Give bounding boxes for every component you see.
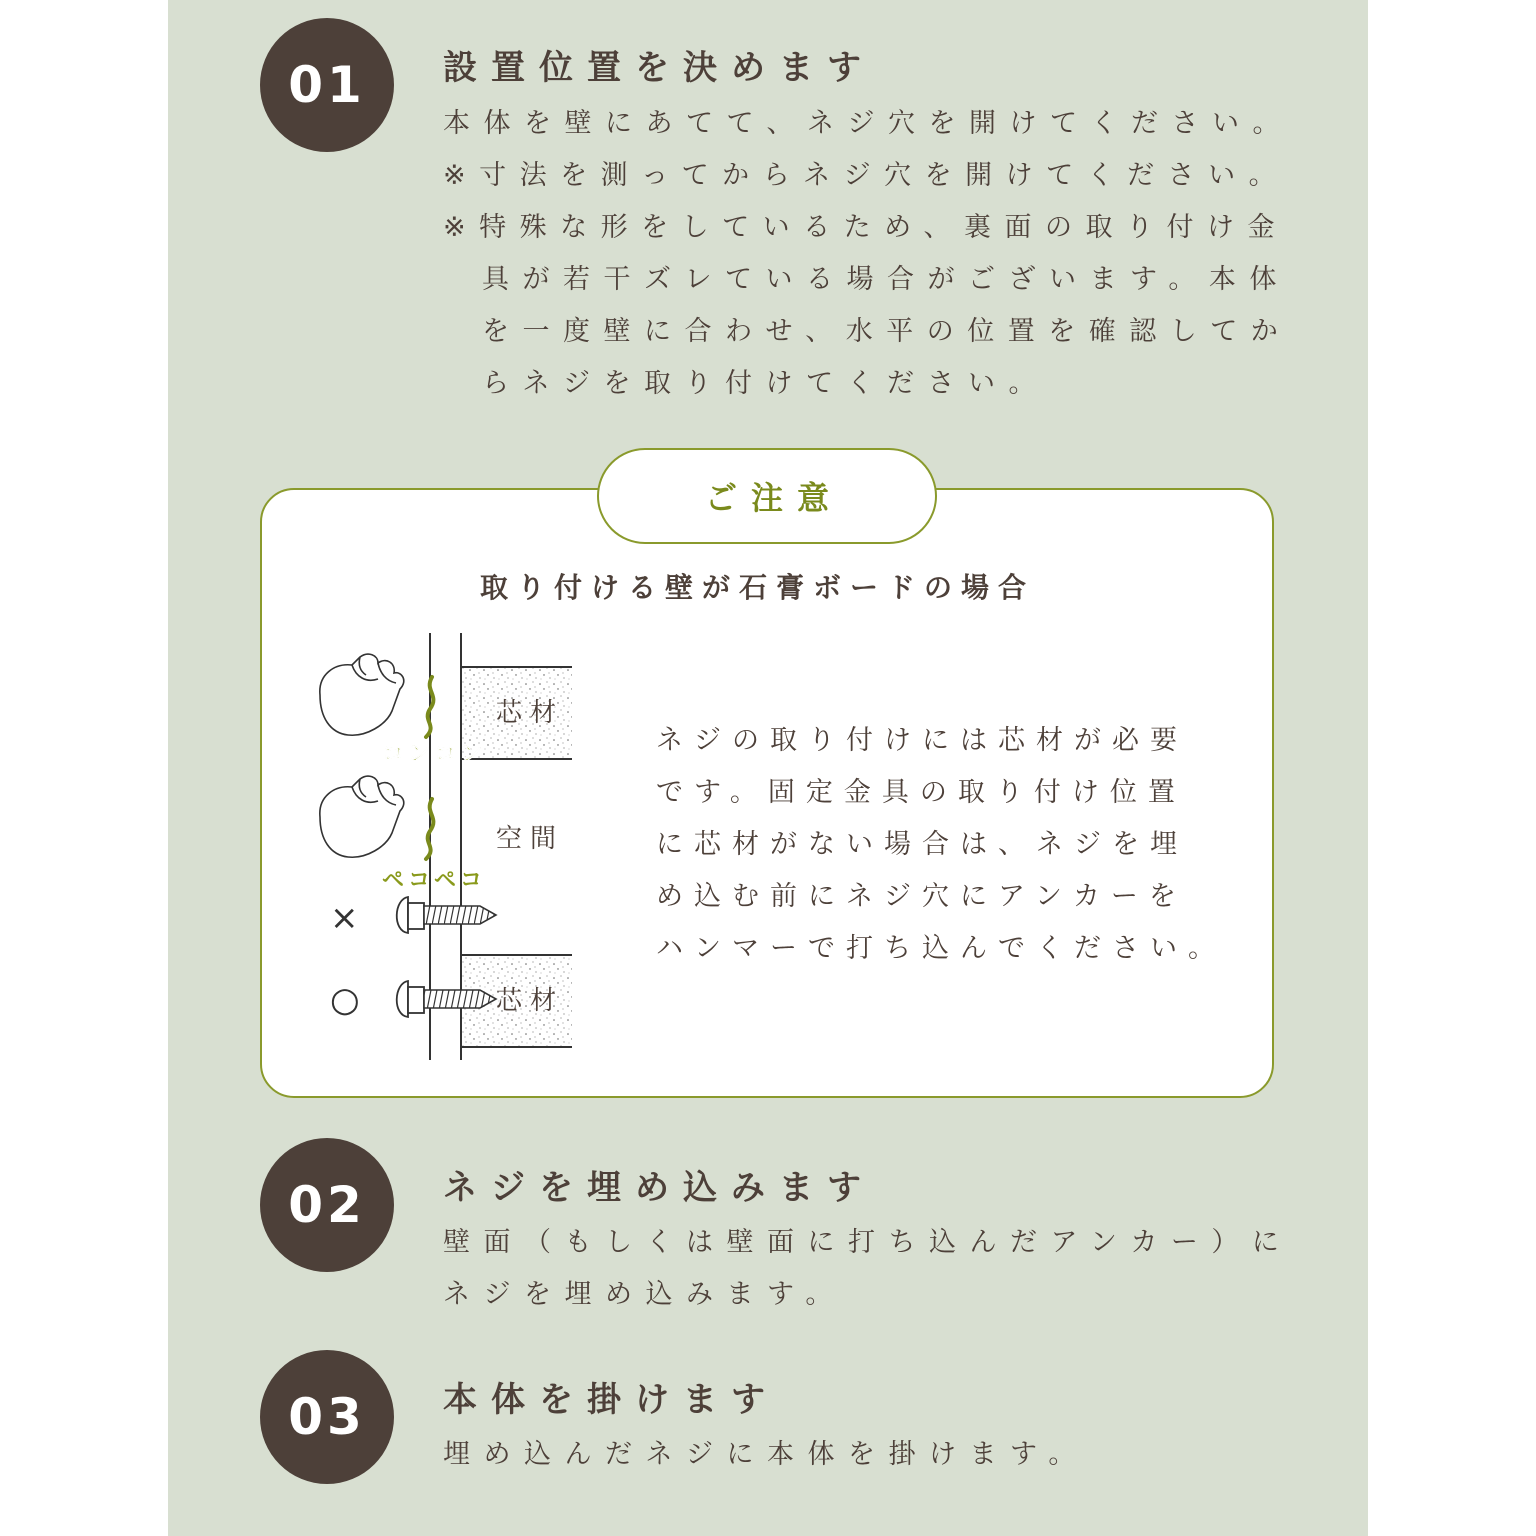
step-01-line: らネジを取り付けてください。 <box>482 368 1049 399</box>
fist-icon <box>320 776 404 857</box>
core-label-bottom: 芯材 <box>496 986 565 1016</box>
knock-solid-label: コンコン <box>382 742 487 767</box>
step-02-title: ネジを埋め込みます <box>443 1168 875 1208</box>
caution-note-line: ネジの取り付けには芯材が必要 <box>656 725 1188 756</box>
step-03-badge: 03 <box>260 1350 394 1484</box>
caution-note-line: に芯材がない場合は、ネジを埋 <box>656 829 1188 860</box>
space-label: 空間 <box>496 824 565 854</box>
step-03-line: 埋め込んだネジに本体を掛けます。 <box>443 1439 1089 1470</box>
good-mark: ○ <box>330 980 360 1020</box>
impact-mark-icon <box>426 799 433 859</box>
step-01-line: 具が若干ズレている場合がございます。本体 <box>482 264 1290 295</box>
step-01-line: 本体を壁にあてて、ネジ穴を開けてください。 <box>443 108 1293 139</box>
step-01-line: ※寸法を測ってからネジ穴を開けてください。 <box>443 160 1290 191</box>
step-02-line: ネジを埋め込みます。 <box>443 1279 846 1310</box>
step-02-line: 壁面（もしくは壁面に打ち込んだアンカー）に <box>443 1227 1293 1258</box>
step-02-badge: 02 <box>260 1138 394 1272</box>
step-01-title: 設置位置を決めます <box>443 48 875 88</box>
screw-icon-bad <box>397 897 496 933</box>
caution-subtitle: 取り付ける壁が石膏ボードの場合 <box>480 571 1036 604</box>
caution-note-line: ハンマーで打ち込んでください。 <box>656 933 1226 964</box>
knock-hollow-label: ペコペコ <box>382 868 487 893</box>
step-03-title: 本体を掛けます <box>443 1380 779 1420</box>
core-label-top: 芯材 <box>496 698 565 728</box>
bad-mark: × <box>330 898 359 938</box>
step-01-badge: 01 <box>260 18 394 152</box>
drywall-diagram <box>300 625 590 1065</box>
step-01-line: ※特殊な形をしているため、裏面の取り付け金 <box>443 212 1289 243</box>
caution-note-line: です。固定金具の取り付け位置 <box>656 777 1186 808</box>
fist-icon <box>320 654 404 735</box>
caution-label: ご注意 <box>597 448 937 544</box>
impact-mark-icon <box>426 677 433 737</box>
step-01-line: を一度壁に合わせ、水平の位置を確認してか <box>482 316 1292 347</box>
caution-note-line: め込む前にネジ穴にアンカーを <box>656 881 1187 912</box>
